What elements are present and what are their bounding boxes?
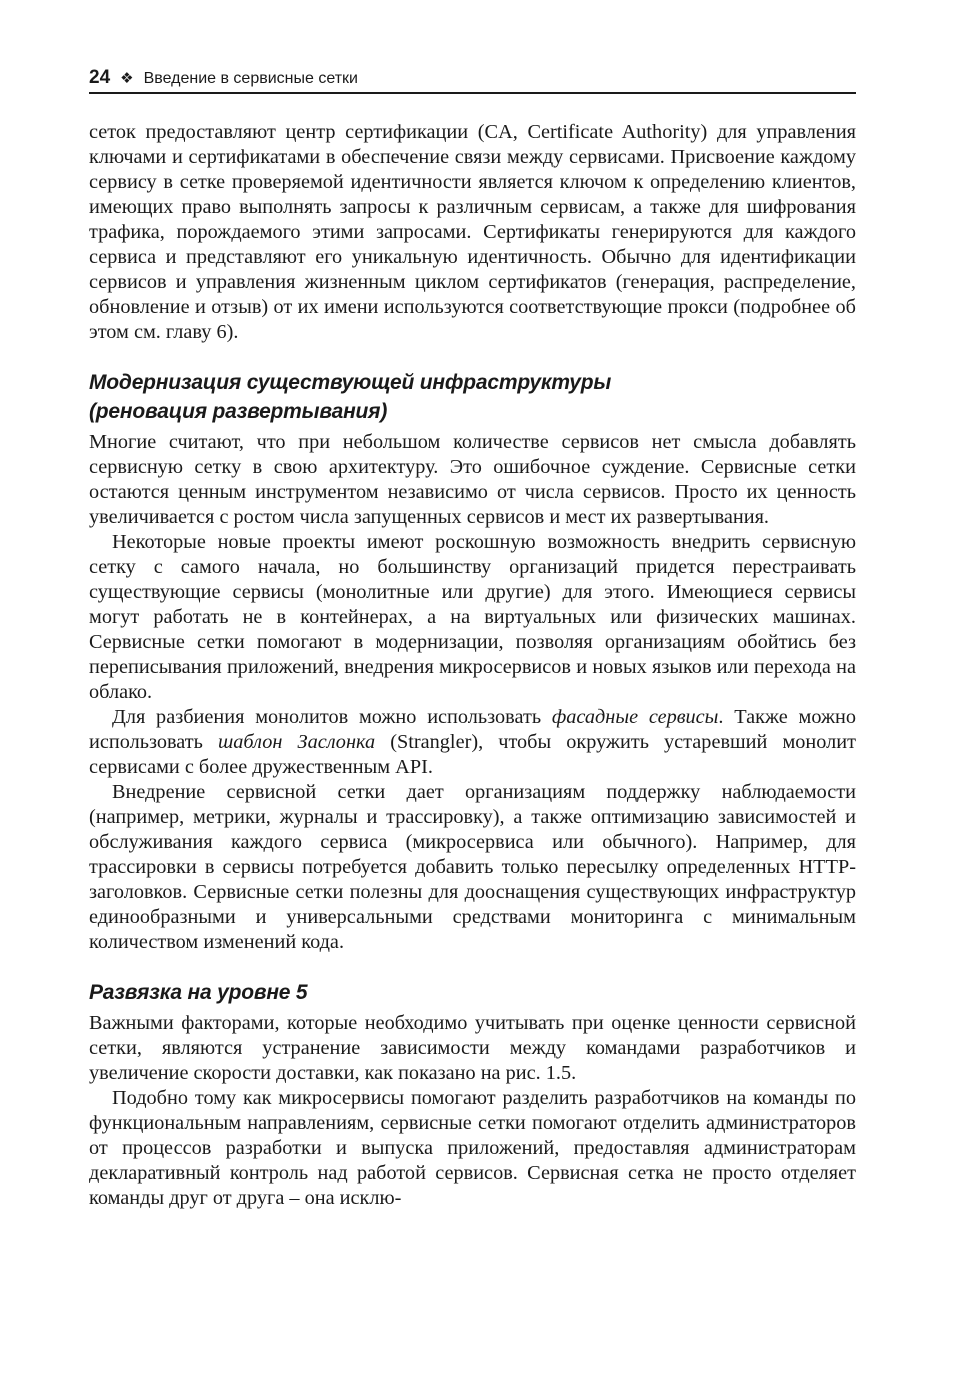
running-header: [89, 62, 856, 94]
text-run: (Strangler), чтобы окружить устаревший монолит сервисами с более дружественным API.: [89, 731, 856, 778]
paragraph: Внедрение сервисной сетки дает организациям поддержку наблюдаемости (например, метрики, журналы и трассировку), а также оптимизацию зависимостей и обслуживания каждого сервиса (микросервиса или обычного). Например, для трассировки в сервисы потребуется добавить только пересылку определенных HTTP-заголовков. Сервисные сетки полезны для дооснащения существующих инфраструктур единообразными и универсальными средствами мониторинга с минимальным количеством изменений кода.: [89, 781, 856, 953]
heading-line: Развязка на уровне 5: [89, 981, 308, 1004]
paragraph-facade: [89, 705, 856, 780]
paragraph: Подобно тому как микросервисы помогают разделить разработчиков на команды по функциональным направлениям, сервисные сетки помогают отделить администраторов от процессов разработки и выпуска приложений, предоставляя администраторам декларативный контроль над работой сервисов. Сервисная сетка не просто отделяет команды друг от друга – она исклю-: [89, 1087, 856, 1209]
ornament-icon: ❖: [120, 70, 134, 87]
body-text: [89, 120, 856, 1211]
paragraph-intro: сеток предоставляют центр сертификации (CA, Certificate Authority) для управления ключами и сертификатами в обеспечение связи между сервисами. Присвоение каждому сервису в сетке проверяемой идентичности является ключом к определению клиентов, имеющих право выполнять запросы к различным сервисам, а также для шифрования трафика, порождаемого этими запросами. Сертификаты генерируются для каждого сервиса и представляют его уникальную идентичность. Обычно для идентификации сервисов и управления жизненным циклом сертификатов (генерация, распределение, обновление и отзыв) от их имени используются соответствующие прокси (подробнее об этом см. главу 6).: [89, 121, 856, 343]
text-run: Для разбиения монолитов можно использовать: [112, 706, 552, 728]
emphasis-facade-services: фасадные сервисы: [551, 706, 719, 728]
paragraph: Важными факторами, которые необходимо учитывать при оценке ценности сервисной сетки, являются устранение зависимости между командами разработчиков и увеличение скорости доставки, как показано на рис. 1.5.: [89, 1012, 856, 1084]
running-title: Введение в сервисные сетки: [143, 70, 358, 87]
heading-line-1: Модернизация существующей инфраструктуры: [89, 371, 612, 394]
paragraph: Некоторые новые проекты имеют роскошную возможность внедрить сервисную сетку с самого начала, но большинству организаций придется перестраивать существующие сервисы (монолитные или другие) для этого. Имеющиеся сервисы могут работать не в контейнерах, а на виртуальных или физических машинах. Сервисные сетки помогают в модернизации, позволяя организациям обойтись без переписывания приложений, внедрения микросервисов и новых языков или перехода на облако.: [89, 531, 856, 703]
text-run: . Также можно использовать: [89, 706, 856, 753]
emphasis-strangler-pattern: шаблон Заслонка: [217, 731, 376, 753]
heading-line-2: (реновация развертывания): [89, 400, 388, 423]
page-number: 24: [89, 67, 111, 88]
section-heading-modernization: [89, 368, 856, 426]
section-heading-decoupling: [89, 978, 856, 1007]
book-page: [89, 62, 856, 1211]
paragraph: Многие считают, что при небольшом количестве сервисов нет смысла добавлять сервисную сетку в свою архитектуру. Это ошибочное суждение. Сервисные сетки остаются ценным инструментом независимо от числа сервисов. Просто их ценность увеличивается с ростом числа запущенных сервисов и мест их развертывания.: [89, 431, 856, 528]
